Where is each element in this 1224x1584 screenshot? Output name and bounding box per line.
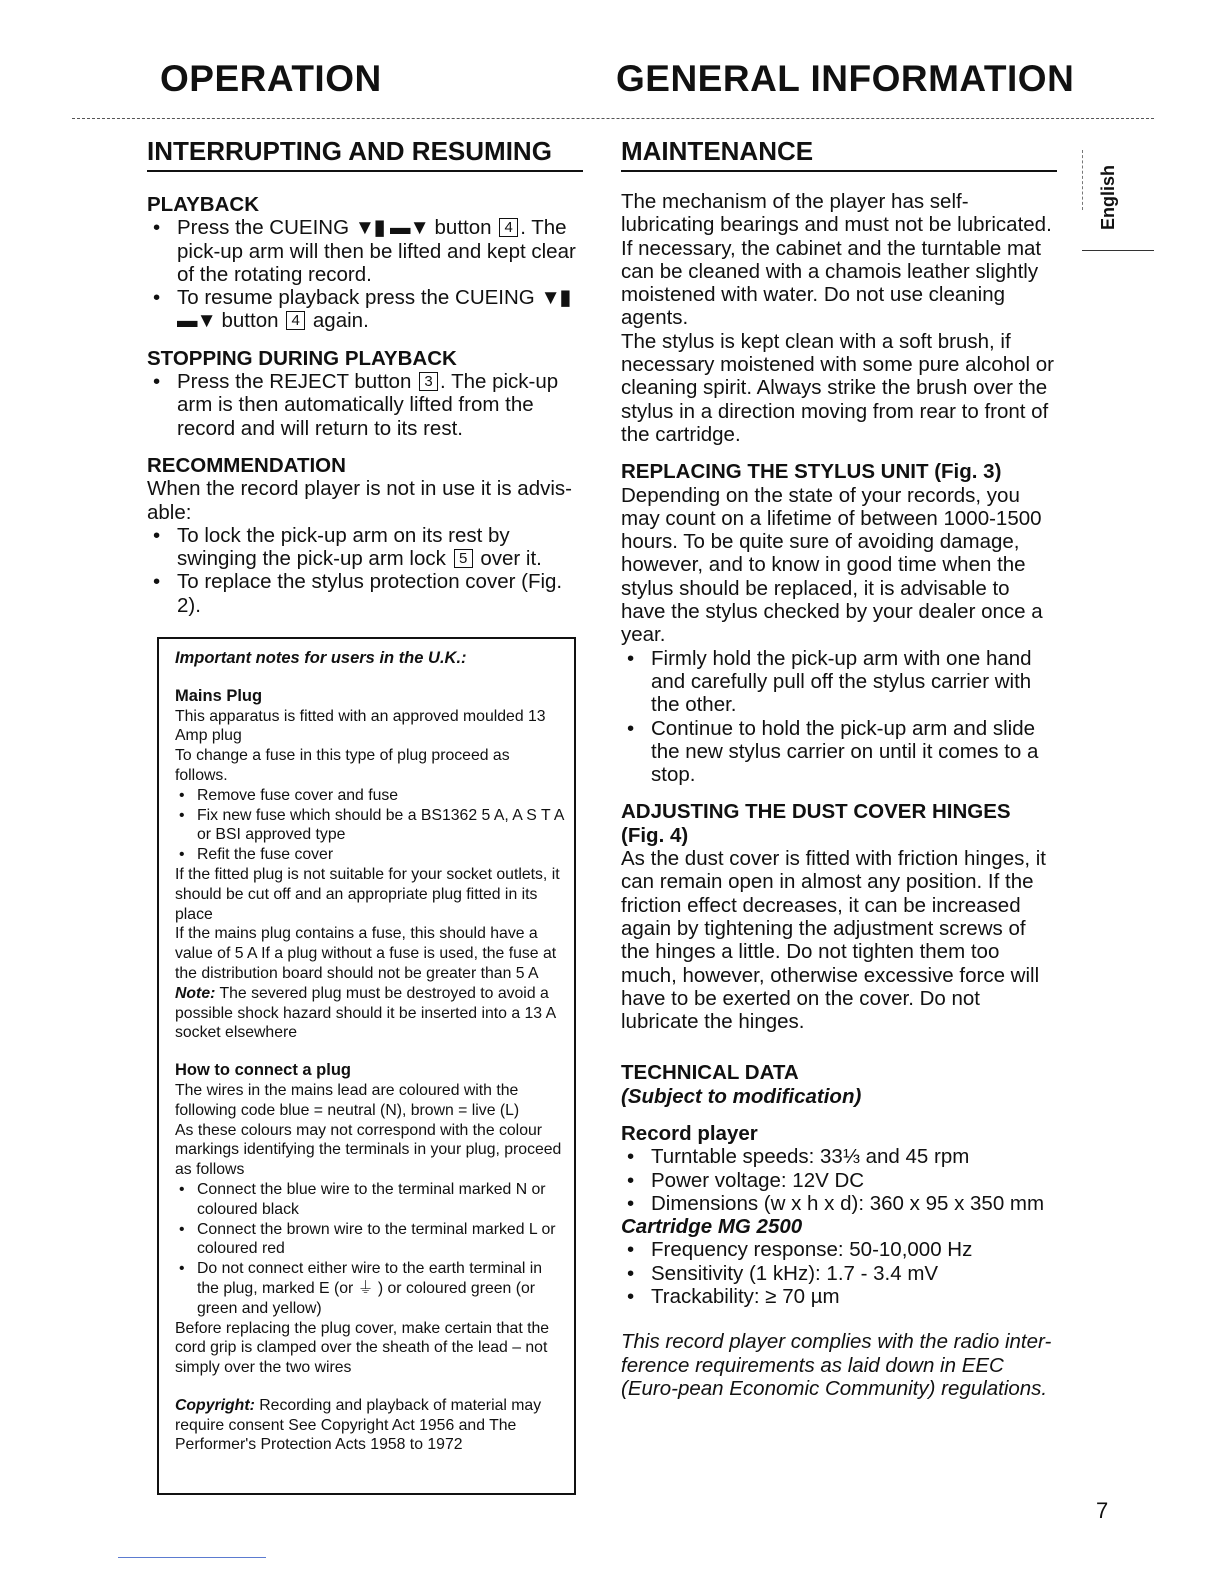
list-item: • Power voltage: 12V DC <box>621 1169 1059 1192</box>
record-player-heading: Record player <box>621 1121 758 1145</box>
text: Press the CUEING <box>177 216 350 240</box>
maintenance-paragraph: The stylus is kept clean with a soft brush, if necessary moistened with some pure alcohol or cleaning spirit. Always strike the brush over the stylus in a direction moving from rear to front of the cartridge. <box>621 329 1054 446</box>
right-section-rule <box>621 170 1057 172</box>
compliance-statement <box>621 1330 1059 1400</box>
maintenance-section-title: MAINTENANCE <box>621 136 814 166</box>
uk-notes-box <box>157 637 576 1495</box>
stopping-list <box>147 370 587 440</box>
note-paragraph <box>175 984 564 1043</box>
connect-paragraph: As these colours may not correspond with the colour markings identifying the terminals in your plug, proceed as follows <box>175 1121 562 1179</box>
hinges-paragraph: As the dust cover is fitted with friction hinges, it can remain open in almost any position. If the friction effect decreases, it can be increased again by tightening the adjustment screws of the hinges a little. Do not tighten them too much, however, otherwise excessive force will have to be exerted on the cover. Do not lubricate the hinges. <box>621 847 1046 1034</box>
connect-paragraph: The wires in the mains lead are coloured with the following code blue = neutral (N), brown = live (L) <box>175 1081 520 1119</box>
text: This record player complies with the radio inter-ference requirements as laid down in EEC (Euro-pean Economic Community) regulations. <box>621 1330 1052 1400</box>
list-item <box>147 286 587 333</box>
cue-down-icon: ▼▮ <box>354 216 385 240</box>
record-player-specs <box>621 1145 1059 1215</box>
list-item: • Turntable speeds: 33⅓ and 45 rpm <box>621 1145 1059 1168</box>
stopping-heading: STOPPING DURING PLAYBACK <box>147 346 457 370</box>
page-number: 7 <box>1096 1498 1109 1523</box>
recommendation-heading: RECOMMENDATION <box>147 453 346 477</box>
technical-data-heading: TECHNICAL DATA <box>621 1061 799 1085</box>
copyright-label: Copyright: <box>175 1396 255 1414</box>
scan-artifact-line <box>118 1557 266 1558</box>
list-item: • Trackability: ≥ 70 µm <box>621 1285 1059 1308</box>
key-number-3: 3 <box>419 372 438 391</box>
mains-paragraph: If the mains plug contains a fuse, this should have a value of 5 A If a plug without a fuse is used, the fuse at the distribution board should not be greater than 5 A <box>175 925 557 982</box>
mains-plug-heading: Mains Plug <box>175 686 263 705</box>
list-item <box>147 216 587 286</box>
cue-up-icon: ▬▼ <box>390 216 429 240</box>
mains-paragraph: To change a fuse in this type of plug proceed as follows. <box>175 747 510 784</box>
maintenance-paragraph: If necessary, the cabinet and the turntable mat can be cleaned with a chamois leather slightly moistened with water. Do not use cleaning agents. <box>621 236 1042 330</box>
text: . The pick-up arm will then be lifted and kept clear of the rotating record. <box>177 216 576 286</box>
general-information-title: GENERAL INFORMATION <box>616 58 1075 99</box>
copyright-text: Recording and playback of material may require consent See Copyright Act 1956 and The Performer's Protection Acts 1958 to 1972 <box>175 1396 542 1454</box>
list-item: • Do not connect either wire to the earth terminal in the plug, marked E (or ⏚ ) or coloured green (or green and yellow) <box>175 1259 564 1318</box>
playback-list <box>147 216 587 332</box>
list-item: • Sensitivity (1 kHz): 1.7 - 3.4 mV <box>621 1262 1059 1285</box>
list-item: • Fix new fuse which should be a BS1362 5 A, A S T A or BSI approved type <box>175 806 564 846</box>
language-label: English <box>1098 164 1118 230</box>
text: To resume playback press the CUEING <box>177 286 535 310</box>
list-item: • Firmly hold the pick-up arm with one hand and carefully pull off the stylus carrier with the other. <box>621 647 1059 717</box>
mains-paragraph: If the fitted plug is not suitable for your socket outlets, it should be cut off and an appropriate plug fitted in its place <box>175 865 560 923</box>
note-text: The severed plug must be destroyed to avoid a possible shock hazard should it be inserted into a 13 A socket elsewhere <box>175 984 556 1042</box>
text: (Subject to modification) <box>621 1084 862 1108</box>
tab-edge <box>1082 150 1085 210</box>
recommendation-list <box>147 524 587 617</box>
fuse-steps-list <box>175 786 564 865</box>
note-label: Note: <box>175 984 216 1002</box>
connect-plug-heading: How to connect a plug <box>175 1061 351 1080</box>
list-item: • Dimensions (w x h x d): 360 x 95 x 350 mm <box>621 1192 1059 1215</box>
list-item: • Connect the brown wire to the terminal marked L or coloured red <box>175 1220 564 1260</box>
list-item: • Remove fuse cover and fuse <box>175 786 564 806</box>
connect-steps-list <box>175 1180 564 1319</box>
list-item: • Frequency response: 50-10,000 Hz <box>621 1238 1059 1261</box>
text: Press the REJECT button <box>177 370 412 394</box>
list-item <box>147 370 587 440</box>
key-number-5: 5 <box>454 549 473 568</box>
tab-underline <box>1082 250 1154 251</box>
stylus-steps-list <box>621 647 1059 787</box>
cartridge-specs <box>621 1238 1059 1308</box>
language-tab <box>1076 132 1154 256</box>
recommendation-intro: When the record player is not in use it is advis-able: <box>147 477 572 524</box>
list-item <box>147 524 587 571</box>
mains-paragraph: This apparatus is fitted with an approved moulded 13 Amp plug <box>175 707 546 745</box>
stylus-heading: REPLACING THE STYLUS UNIT (Fig. 3) <box>621 460 1002 484</box>
list-item: • Continue to hold the pick-up arm and slide the new stylus carrier on until it comes to a stop. <box>621 717 1059 787</box>
interrupting-section-title: INTERRUPTING AND RESUMING <box>147 136 552 166</box>
text: over it. <box>480 547 542 571</box>
copyright-paragraph <box>175 1396 564 1455</box>
stylus-paragraph: Depending on the state of your records, you may count on a lifetime of between 1000-1500 hours. To be quite sure of avoiding damage, however, and to know in good time when the stylus should be replaced, it is advisable to have the stylus checked by your dealer once a year. <box>621 483 1043 647</box>
uk-notes-heading: Important notes for users in the U.K.: <box>175 649 467 667</box>
left-section-rule <box>147 170 583 172</box>
text: Cartridge MG 2500 <box>621 1215 803 1239</box>
hinges-heading: ADJUSTING THE DUST COVER HINGES (Fig. 4) <box>621 800 1011 847</box>
list-item: • Connect the blue wire to the terminal marked N or coloured black <box>175 1180 564 1220</box>
connect-paragraph: Before replacing the plug cover, make certain that the cord grip is clamped over the sheath of the lead – not simply over the two wires <box>175 1319 550 1377</box>
technical-data-subheading <box>621 1085 1059 1108</box>
playback-heading: PLAYBACK <box>147 193 260 216</box>
list-item: • To replace the stylus protection cover (Fig. 2). <box>147 570 587 617</box>
right-column <box>621 190 1059 1400</box>
text: again. <box>312 309 369 333</box>
text: To lock the pick-up arm on its rest by swinging the pick-up arm lock <box>177 523 510 571</box>
cartridge-heading <box>621 1215 1059 1238</box>
cue-down-icon: ▼▮ <box>540 286 571 310</box>
left-column <box>147 193 587 617</box>
key-number-4: 4 <box>286 311 305 330</box>
header-divider <box>72 118 1154 119</box>
cue-up-icon: ▬▼ <box>177 309 216 333</box>
list-item: • Refit the fuse cover <box>175 845 564 865</box>
text: button <box>221 309 279 333</box>
text: . The pick-up arm is then automatically lifted from the record and will return to its rest. <box>177 370 559 440</box>
text: button <box>434 216 492 240</box>
maintenance-paragraph: The mechanism of the player has self-lubricating bearings and must not be lubricated. <box>621 190 1052 237</box>
key-number-4: 4 <box>499 218 518 237</box>
operation-title: OPERATION <box>160 58 382 99</box>
